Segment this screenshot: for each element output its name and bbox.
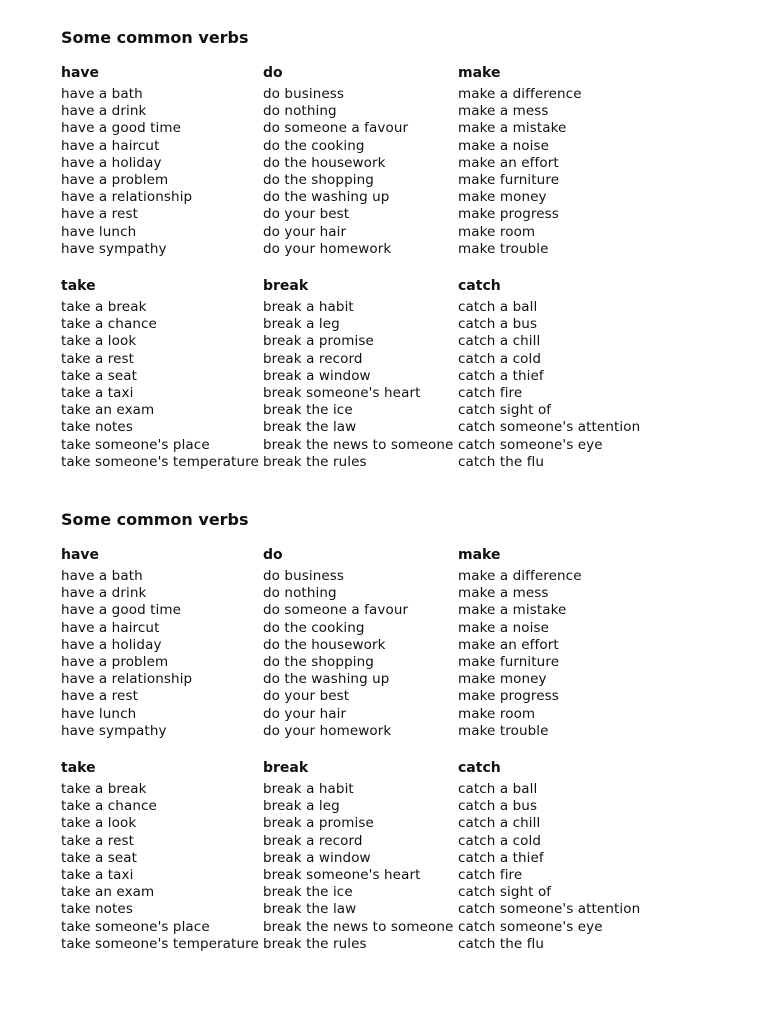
verb-phrase: break the ice xyxy=(263,402,353,419)
verb-phrase: do the shopping xyxy=(263,653,374,670)
verb-phrase: catch fire xyxy=(458,866,523,883)
verb-phrase: catch a ball xyxy=(458,299,538,315)
verb-column xyxy=(61,546,192,740)
verb-column xyxy=(458,546,582,740)
verb-phrase: catch someone's attention xyxy=(458,419,641,436)
verb-phrase: do your best xyxy=(263,688,350,705)
verb-phrase: take someone's temperature xyxy=(61,935,259,952)
verb-phrase: take someone's temperature xyxy=(61,453,259,470)
verb-phrase: take notes xyxy=(61,901,133,918)
verb-phrase: take a taxi xyxy=(61,866,134,883)
verb-phrase: have a rest xyxy=(61,206,138,223)
verb-phrase: break a promise xyxy=(263,815,374,832)
verb-phrase: do the washing up xyxy=(263,189,390,206)
verb-phrase: catch sight of xyxy=(458,884,552,901)
verb-phrase: catch someone's eye xyxy=(458,436,603,453)
verb-phrase: make a mistake xyxy=(458,120,567,137)
verb-phrase: catch a chill xyxy=(458,333,541,350)
verb-phrase: do someone a favour xyxy=(263,602,409,619)
verb-phrase: do the cooking xyxy=(263,619,365,636)
verb-heading: catch xyxy=(458,760,501,776)
verb-section-1 xyxy=(61,28,751,470)
verb-phrase: catch someone's eye xyxy=(458,918,603,935)
verb-phrase: break a window xyxy=(263,367,371,384)
verb-phrase: catch fire xyxy=(458,384,523,401)
verb-phrase: break the news to someone xyxy=(263,436,454,453)
verb-phrase: have a problem xyxy=(61,653,169,670)
verb-phrase: make a mess xyxy=(458,103,549,120)
verb-phrase: make an effort xyxy=(458,636,559,653)
verb-phrase: have sympathy xyxy=(61,240,167,257)
verb-phrase: make an effort xyxy=(458,154,559,171)
verb-phrase: do the housework xyxy=(263,154,386,171)
verb-phrase: catch a thief xyxy=(458,849,544,866)
verb-phrase: have a bath xyxy=(61,86,143,102)
verb-phrase: have a rest xyxy=(61,688,138,705)
verb-phrase: have lunch xyxy=(61,705,137,722)
verb-phrase: take someone's place xyxy=(61,436,210,453)
verb-phrase: take a look xyxy=(61,815,137,832)
verb-phrase: break a record xyxy=(263,350,363,367)
verb-phrase: do your hair xyxy=(263,223,347,240)
verb-phrase: have a relationship xyxy=(61,671,193,688)
verb-column xyxy=(263,546,408,740)
verb-heading: make xyxy=(458,547,501,563)
verb-phrase: make money xyxy=(458,671,547,688)
verb-phrase: take a seat xyxy=(61,367,138,384)
verb-phrase: catch the flu xyxy=(458,935,545,952)
verb-phrase: have a drink xyxy=(61,103,147,120)
verb-phrase: take a taxi xyxy=(61,384,134,401)
verb-column xyxy=(458,759,640,953)
verb-column xyxy=(263,759,453,953)
verb-heading: do xyxy=(263,65,283,81)
verb-column xyxy=(458,277,640,471)
verb-phrase: make a difference xyxy=(458,86,582,102)
verb-phrase: make a mistake xyxy=(458,602,567,619)
verb-phrase: make money xyxy=(458,189,547,206)
verb-phrase: break a leg xyxy=(263,316,340,333)
verb-phrase: break a promise xyxy=(263,333,374,350)
verb-phrase: break a record xyxy=(263,832,363,849)
verb-phrase: make room xyxy=(458,705,536,722)
verb-phrase: take a break xyxy=(61,299,147,315)
verb-phrase: have a holiday xyxy=(61,636,162,653)
verb-phrase: make a mess xyxy=(458,585,549,602)
verb-heading: have xyxy=(61,547,100,563)
verb-phrase: have a haircut xyxy=(61,137,160,154)
verb-phrase: have a holiday xyxy=(61,154,162,171)
verb-phrase: have a bath xyxy=(61,568,143,584)
verb-phrase: catch someone's attention xyxy=(458,901,641,918)
verb-column xyxy=(263,64,408,258)
verb-phrase: catch a cold xyxy=(458,832,542,849)
verb-phrase: catch a bus xyxy=(458,798,538,815)
verb-phrase: make progress xyxy=(458,206,559,223)
verb-phrase: take a look xyxy=(61,333,137,350)
verb-phrase: take a seat xyxy=(61,849,138,866)
verb-phrase: have lunch xyxy=(61,223,137,240)
verb-phrase: do business xyxy=(263,86,345,102)
verb-phrase: have a drink xyxy=(61,585,147,602)
verb-phrase: take a break xyxy=(61,781,147,797)
verb-phrase: do your best xyxy=(263,206,350,223)
verb-phrase: break the rules xyxy=(263,453,367,470)
verb-phrase: make trouble xyxy=(458,722,549,739)
verb-phrase: have a haircut xyxy=(61,619,160,636)
verb-heading: take xyxy=(61,760,96,776)
verb-column xyxy=(61,64,192,258)
verb-phrase: catch the flu xyxy=(458,453,545,470)
verb-phrase: break someone's heart xyxy=(263,384,421,401)
verb-heading: catch xyxy=(458,278,501,294)
verb-phrase: have a good time xyxy=(61,120,182,137)
verb-phrase: break the law xyxy=(263,419,357,436)
verb-phrase: take a rest xyxy=(61,832,135,849)
verb-phrase: make room xyxy=(458,223,536,240)
verb-phrase: do nothing xyxy=(263,103,337,120)
verb-phrase: take notes xyxy=(61,419,133,436)
verb-phrase: do the housework xyxy=(263,636,386,653)
verb-phrase: break the law xyxy=(263,901,357,918)
verb-phrase: break a habit xyxy=(263,299,354,315)
verb-phrase: take a chance xyxy=(61,316,157,333)
verb-phrase: break a habit xyxy=(263,781,354,797)
verb-heading: take xyxy=(61,278,96,294)
verb-phrase: break someone's heart xyxy=(263,866,421,883)
verb-column xyxy=(263,277,453,471)
verb-phrase: make a noise xyxy=(458,619,550,636)
verb-phrase: catch a thief xyxy=(458,367,544,384)
verb-phrase: have a good time xyxy=(61,602,182,619)
verb-phrase: do your homework xyxy=(263,722,392,739)
verb-phrase: do the shopping xyxy=(263,171,374,188)
verb-phrase: make furniture xyxy=(458,171,560,188)
verb-phrase: take a rest xyxy=(61,350,135,367)
verb-column xyxy=(61,759,259,953)
verb-phrase: make a difference xyxy=(458,568,582,584)
verb-phrase: catch sight of xyxy=(458,402,552,419)
verb-heading: make xyxy=(458,65,501,81)
verb-section-2 xyxy=(61,510,751,952)
verb-column xyxy=(458,64,582,258)
verb-phrase: break the news to someone xyxy=(263,918,454,935)
verb-phrase: do the washing up xyxy=(263,671,390,688)
verb-phrase: do your hair xyxy=(263,705,347,722)
verb-phrase: catch a ball xyxy=(458,781,538,797)
verb-phrase: make furniture xyxy=(458,653,560,670)
verb-phrase: catch a bus xyxy=(458,316,538,333)
verb-phrase: have sympathy xyxy=(61,722,167,739)
verb-phrase: break the ice xyxy=(263,884,353,901)
verb-phrase: take an exam xyxy=(61,402,155,419)
verb-phrase: make progress xyxy=(458,688,559,705)
verb-phrase: break a window xyxy=(263,849,371,866)
verb-phrase: take someone's place xyxy=(61,918,210,935)
verb-phrase: have a relationship xyxy=(61,189,193,206)
verb-column xyxy=(61,277,259,471)
verb-phrase: break the rules xyxy=(263,935,367,952)
verb-phrase: catch a chill xyxy=(458,815,541,832)
verb-phrase: make trouble xyxy=(458,240,549,257)
section-title: Some common verbs xyxy=(61,28,249,47)
verb-phrase: do business xyxy=(263,568,345,584)
verb-heading: do xyxy=(263,547,283,563)
verb-phrase: do the cooking xyxy=(263,137,365,154)
verb-heading: have xyxy=(61,65,100,81)
verb-heading: break xyxy=(263,760,309,776)
verb-phrase: take a chance xyxy=(61,798,157,815)
verb-phrase: break a leg xyxy=(263,798,340,815)
verb-phrase: catch a cold xyxy=(458,350,542,367)
verb-phrase: do someone a favour xyxy=(263,120,409,137)
verb-phrase: make a noise xyxy=(458,137,550,154)
verb-phrase: do nothing xyxy=(263,585,337,602)
verb-phrase: take an exam xyxy=(61,884,155,901)
verb-heading: break xyxy=(263,278,309,294)
verb-phrase: have a problem xyxy=(61,171,169,188)
section-title: Some common verbs xyxy=(61,510,249,529)
verb-phrase: do your homework xyxy=(263,240,392,257)
